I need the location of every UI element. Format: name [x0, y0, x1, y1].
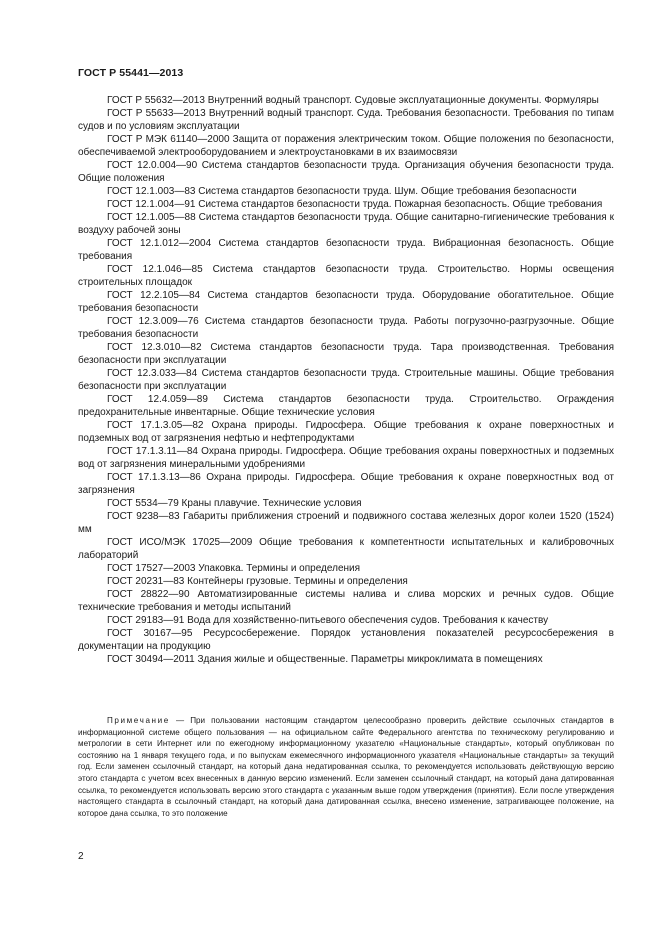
reference-item: ГОСТ 9238—83 Габариты приближения строений и подвижного состава железных дорог колеи 1520 (1524) мм [78, 511, 614, 535]
reference-item: ГОСТ 29183—91 Вода для хозяйственно-питьевого обеспечения судов. Требования к качеству [107, 615, 549, 626]
reference-item: ГОСТ 12.2.105—84 Система стандартов безопасности труда. Оборудование обогатительное. Общие требования безопасности [78, 290, 614, 314]
reference-item: ГОСТ 12.4.059—89 Система стандартов безопасности труда. Строительство. Ограждения предохранительные инвентарные. Общие технические условия [78, 394, 614, 418]
reference-item: ГОСТ 12.1.004—91 Система стандартов безопасности труда. Пожарная безопасность. Общие требования [107, 199, 603, 210]
reference-item: ГОСТ 12.3.010—82 Система стандартов безопасности труда. Тара производственная. Требования безопасности при эксплуатации [78, 342, 614, 366]
reference-item: ГОСТ 17.1.3.13—86 Охрана природы. Гидросфера. Общие требования к охране поверхностных вод от загрязнения [78, 472, 614, 496]
reference-item: ГОСТ 12.1.003—83 Система стандартов безопасности труда. Шум. Общие требования безопасности [107, 186, 577, 197]
reference-item: ГОСТ 28822—90 Автоматизированные системы налива и слива морских и речных судов. Общие технические требования и методы испытаний [78, 589, 614, 613]
reference-item: ГОСТ Р МЭК 61140—2000 Защита от поражения электрическим током. Общие положения по безопасности, обеспечиваемой электрооборудованием и электроустановками в их взаимосвязи [78, 134, 614, 158]
reference-item: ГОСТ 12.1.012—2004 Система стандартов безопасности труда. Вибрационная безопасность. Общие требования [78, 238, 614, 262]
reference-item: ГОСТ Р 55632—2013 Внутренний водный транспорт. Судовые эксплуатационные документы. Формуляры [107, 95, 599, 106]
reference-item: ГОСТ 12.0.004—90 Система стандартов безопасности труда. Организация обучения безопасности труда. Общие положения [78, 160, 614, 184]
note-text: — При пользовании настоящим стандартом целесообразно проверить действие ссылочных стандартов в информационной системе общего пользования — на официальном сайте Федерального агентства по техническому регулированию и метрологии в сети Интернет или по ежегодному информационному указателю «Национальные стандарты», который опубликован по состоянию на 1 января текущего года, и по выпускам ежемесячного информационного указателя «Национальные стандарты» за текущий год. Если заменен ссылочный стандарт, на который дана недатированная ссылка, то рекомендуется использовать действующую версию этого стандарта с учетом всех внесенных в данную версию изменений. Если заменен ссылочный стандарт, на который дана датированная ссылка, то рекомендуется использовать версию этого стандарта с указанным выше годом утверждения (принятия). Если после утверждения настоящего стандарта в ссылочный стандарт, на который дана датированная ссылка, внесено изменение, затрагивающее положение, на которое дана ссылка, то это положение [78, 716, 614, 818]
document-header: ГОСТ Р 55441—2013 [78, 67, 184, 79]
reference-item: ГОСТ 12.1.046—85 Система стандартов безопасности труда. Строительство. Нормы освещения строительных площадок [78, 264, 614, 288]
note-label: Примечание [107, 716, 170, 725]
reference-item: ГОСТ 12.3.033—84 Система стандартов безопасности труда. Строительные машины. Общие требования безопасности при эксплуатации [78, 368, 614, 392]
page-number: 2 [78, 851, 84, 862]
normative-references-list [78, 94, 614, 666]
reference-item: ГОСТ Р 55633—2013 Внутренний водный транспорт. Суда. Требования безопасности. Требования по типам судов и по условиям эксплуатации [78, 108, 614, 132]
reference-item: ГОСТ 12.1.005—88 Система стандартов безопасности труда. Общие санитарно-гигиенические требования к воздуху рабочей зоны [78, 212, 614, 236]
reference-item: ГОСТ ИСО/МЭК 17025—2009 Общие требования к компетентности испытательных и калибровочных лабораторий [78, 537, 614, 561]
reference-item: ГОСТ 17527—2003 Упаковка. Термины и определения [107, 563, 361, 574]
reference-item: ГОСТ 30494—2011 Здания жилые и общественные. Параметры микроклимата в помещениях [107, 654, 543, 665]
reference-item: ГОСТ 12.3.009—76 Система стандартов безопасности труда. Работы погрузочно-разгрузочные. Общие требования безопасности [78, 316, 614, 340]
note-paragraph [78, 715, 614, 819]
reference-item: ГОСТ 17.1.3.11—84 Охрана природы. Гидросфера. Общие требования охраны поверхностных и подземных вод от загрязнения минеральными удобрениями [78, 446, 614, 470]
reference-item: ГОСТ 30167—95 Ресурсосбережение. Порядок установления показателей ресурсосбережения в документации на продукцию [78, 628, 614, 652]
reference-item: ГОСТ 5534—79 Краны плавучие. Технические условия [107, 498, 362, 509]
reference-item: ГОСТ 20231—83 Контейнеры грузовые. Термины и определения [107, 576, 408, 587]
reference-item: ГОСТ 17.1.3.05—82 Охрана природы. Гидросфера. Общие требования к охране поверхностных и подземных вод от загрязнения нефтью и нефтепродуктами [78, 420, 614, 444]
